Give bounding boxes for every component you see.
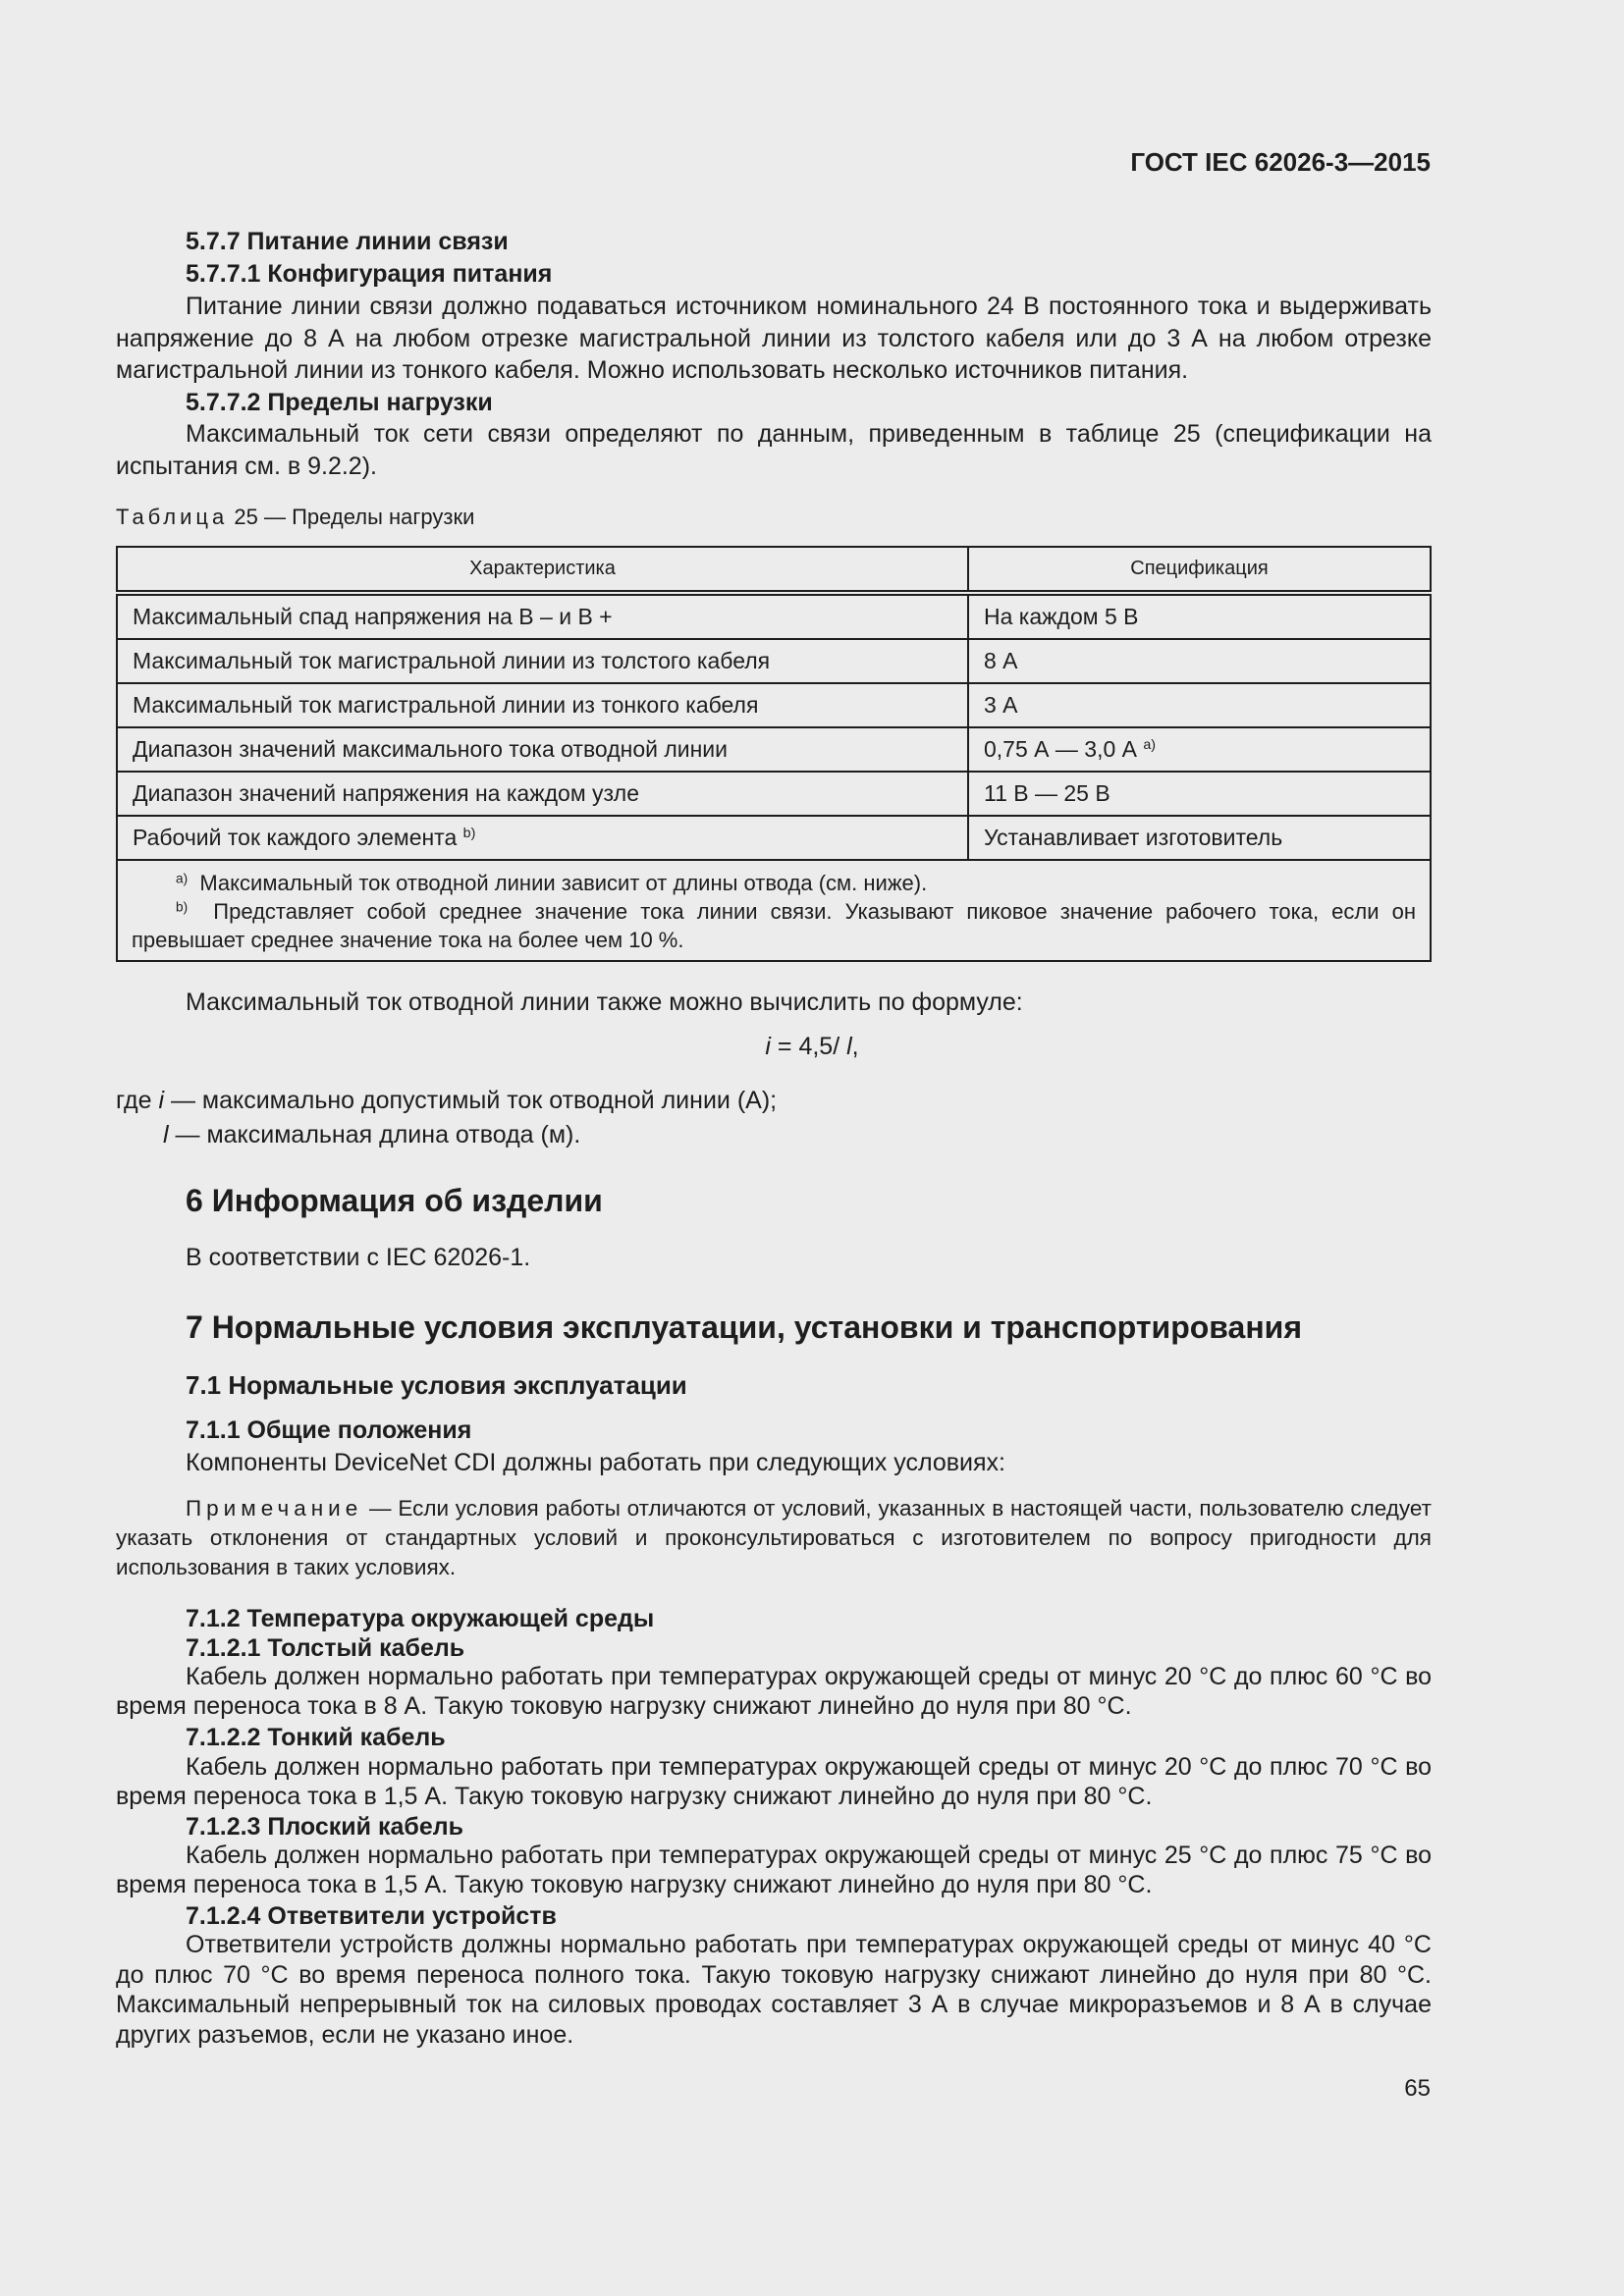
table-cell: Диапазон значений напряжения на каждом узле [117,772,968,816]
table-cell: Максимальный ток магистральной линии из толстого кабеля [117,639,968,683]
footnote-a [132,869,1416,897]
formula-l: l [846,1033,852,1060]
table-cell: 8 А [968,639,1431,683]
column-header-specification: Спецификация [968,547,1431,593]
table-footnotes-row [117,860,1431,961]
formula-end: , [851,1033,859,1060]
heading-7-1-2-3: 7.1.2.3 Плоский кабель [186,1813,463,1841]
paragraph-7-1-2-2: Кабель должен нормально работать при температурах окружающей среды от минус 20 °С до плюс 70 °С во время переноса тока в 1,5 А. Такую токовую нагрузку снижают линейно до нуля при 80 °С. [116,1753,1432,1810]
heading-5-7-7-1: 5.7.7.1 Конфигурация питания [186,260,553,288]
table-cell: 11 В — 25 В [968,772,1431,816]
load-limits-table [116,546,1432,962]
heading-7-1-2-4: 7.1.2.4 Ответвители устройств [186,1902,557,1930]
table-row [117,683,1431,727]
footnote-text: Максимальный ток отводной линии зависит от длины отвода (см. ниже). [199,871,928,895]
note-label: Примечание [186,1496,363,1521]
formula-where-l [163,1121,580,1149]
table-caption-prefix: Таблица [116,505,229,529]
footnote-ref-a: a) [1143,737,1157,754]
table-cell: Максимальный спад напряжения на В – и В + [117,593,968,639]
paragraph-7-1-2-4: Ответвители устройств должны нормально работать при температурах окружающей среды от минус 40 °С до плюс 70 °С во время переноса полного тока. Такую токовую нагрузку снижают линейно до нуля при 80 °С. Максимальный непрерывный ток на силовых проводах составляет 3 А в случае микроразъемов и 8 А в случае других разъемов, если не указано иное. [116,1931,1432,2049]
cell-text: Рабочий ток каждого элемента [133,825,458,850]
table-row [117,816,1431,860]
footnote-text: Представляет собой среднее значение тока линии связи. Указывают пиковое значение рабочего тока, если он превышает среднее значение тока на более чем 10 %. [132,899,1416,952]
heading-7-1-2-1: 7.1.2.1 Толстый кабель [186,1634,465,1662]
table-header-row [117,547,1431,593]
note [116,1494,1432,1582]
heading-7-1-2: 7.1.2 Температура окружающей среды [186,1605,655,1632]
footnote-b [132,897,1416,954]
table-caption [116,505,474,530]
where-l-text: — максимальная длина отвода (м). [168,1121,581,1148]
table-row [117,772,1431,816]
table-row [117,593,1431,639]
where-i-symbol: i [158,1087,164,1114]
table-cell: 3 А [968,683,1431,727]
heading-7-1: 7.1 Нормальные условия эксплуатации [186,1370,687,1400]
column-header-characteristic: Характеристика [117,547,968,593]
heading-7-1-1: 7.1.1 Общие положения [186,1416,472,1444]
table-row [117,639,1431,683]
formula-where-i [116,1087,777,1115]
table-cell: Устанавливает изготовитель [968,816,1431,860]
where-prefix: где [116,1087,159,1114]
formula-eq: = 4,5/ [770,1033,847,1060]
heading-5-7-7: 5.7.7 Питание линии связи [186,228,509,255]
formula-intro: Максимальный ток отводной линии также можно вычислить по формуле: [186,988,1023,1016]
where-i-text: — максимально допустимый ток отводной линии (А); [164,1087,778,1114]
heading-section-7: 7 Нормальные условия эксплуатации, установки и транспортирования [186,1309,1302,1345]
paragraph-section-6: В соответствии с IEC 62026-1. [186,1244,531,1271]
formula-i: i [765,1033,771,1060]
footnote-mark: b) [176,899,189,915]
table-cell [968,727,1431,772]
paragraph-5-7-7-2: Максимальный ток сети связи определяют по данным, приведенным в таблице 25 (спецификации на испытания см. в 9.2.2). [116,420,1432,480]
footnote-mark: a) [176,871,189,886]
cell-text: 0,75 А — 3,0 А [984,736,1137,762]
formula [0,1033,1624,1061]
table-cell: На каждом 5 В [968,593,1431,639]
paragraph-5-7-7-1: Питание линии связи должно подаваться источником номинального 24 В постоянного тока и выдерживать напряжение до 8 А на любом отрезке магистральной линии из толстого кабеля или до 3 А на любом отрезке магистральной линии из тонкого кабеля. Можно использовать несколько источников питания. [116,293,1432,384]
heading-section-6: 6 Информация об изделии [186,1183,603,1218]
note-text: — Если условия работы отличаются от условий, указанных в настоящей части, пользователю следует указать отклонения от стандартных условий и проконсультироваться с изготовителем по вопросу пригодности для использования в таких условиях. [116,1496,1432,1579]
paragraph-7-1-2-3: Кабель должен нормально работать при температурах окружающей среды от минус 25 °С до плюс 75 °С во время переноса тока в 1,5 А. Такую токовую нагрузку снижают линейно до нуля при 80 °С. [116,1842,1432,1898]
table-row [117,727,1431,772]
table-cell: Максимальный ток магистральной линии из тонкого кабеля [117,683,968,727]
table-cell [117,816,968,860]
table-caption-title: 25 — Пределы нагрузки [234,505,475,529]
heading-5-7-7-2: 5.7.7.2 Пределы нагрузки [186,389,493,416]
footnote-ref-b: b) [462,826,476,842]
paragraph-7-1-2-1: Кабель должен нормально работать при температурах окружающей среды от минус 20 °С до плюс 60 °С во время переноса тока в 8 А. Такую токовую нагрузку снижают линейно до нуля при 80 °С. [116,1663,1432,1720]
where-l-symbol: l [163,1121,169,1148]
document-id: ГОСТ IEC 62026-3—2015 [1130,147,1431,177]
table-footnotes [117,860,1431,961]
paragraph-7-1-1: Компоненты DeviceNet CDI должны работать при следующих условиях: [186,1449,1005,1476]
table-cell: Диапазон значений максимального тока отводной линии [117,727,968,772]
page-number: 65 [1404,2075,1431,2102]
heading-7-1-2-2: 7.1.2.2 Тонкий кабель [186,1724,446,1751]
